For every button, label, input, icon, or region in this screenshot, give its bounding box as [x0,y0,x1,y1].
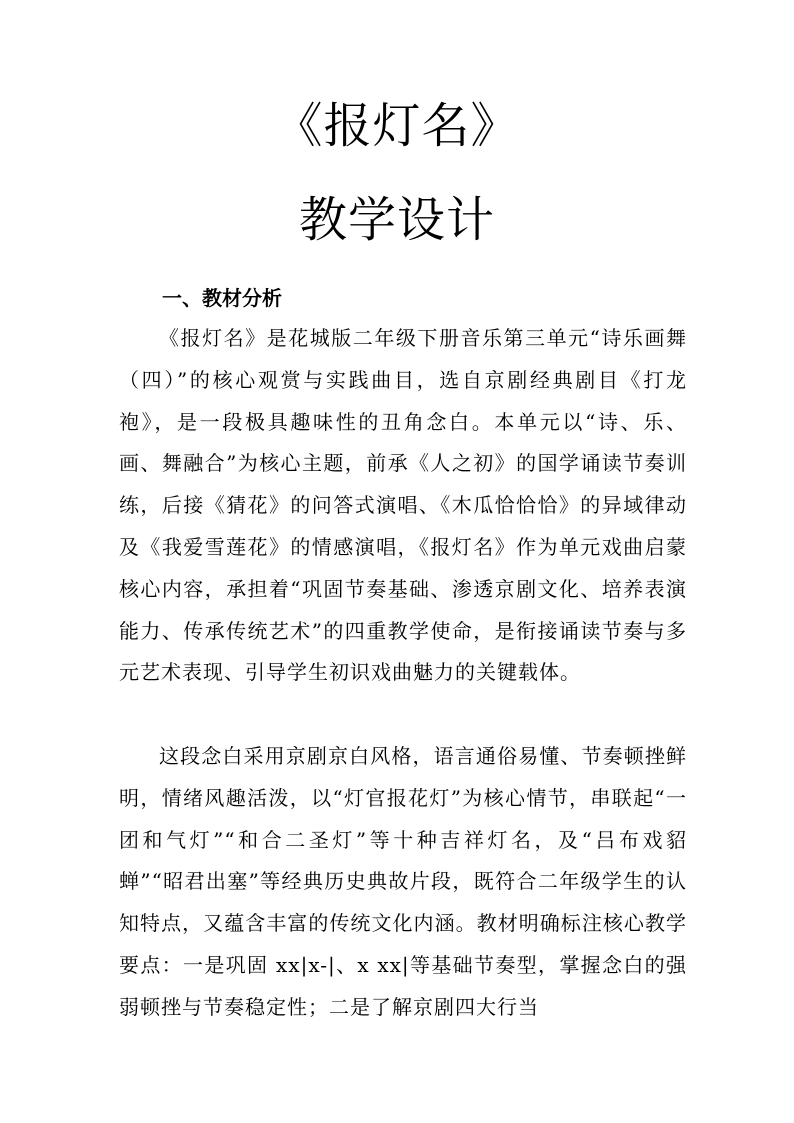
document-title: 《报灯名》 [274,98,520,154]
document-subtitle: 教学设计 [298,192,495,248]
paragraph-2: 这段念白采用京剧京白风格，语言通俗易懂、节奏顿挫鲜明，情绪风趣活泼，以“灯官报花灯”为核心情节，串联起“一团和气灯”“和合二圣灯”等十种吉祥灯名，及“吕布戏貂蝉”“昭君出塞”等经典历史典故片段，既符合二年级学生的认知特点，又蕴含丰富的传统文化内涵。教材明确标注核心教学要点：一是巩固 xx|x-|、x xx|等基础节奏型，掌握念白的强弱顿挫与节奏稳定性；二是了解京剧四大行当 [119,744,687,1019]
paragraph-1: 《报灯名》是花城版二年级下册音乐第三单元“诗乐画舞（四）”的核心观赏与实践曲目，选自京剧经典剧目《打龙袍》，是一段极具趣味性的丑角念白。本单元以“诗、乐、画、舞融合”为核心主题，前承《人之初》的国学诵读节奏训练，后接《猜花》的问答式演唱、《木瓜恰恰恰》的异域律动及《我爱雪莲花》的情感演唱，《报灯名》作为单元戏曲启蒙核心内容，承担着“巩固节奏基础、渗透京剧文化、培养表演能力、传承传统艺术”的四重教学使命，是衔接诵读节奏与多元艺术表现、引导学生初识戏曲魅力的关键载体。 [119,326,687,685]
section-heading: 一、教材分析 [162,286,282,310]
